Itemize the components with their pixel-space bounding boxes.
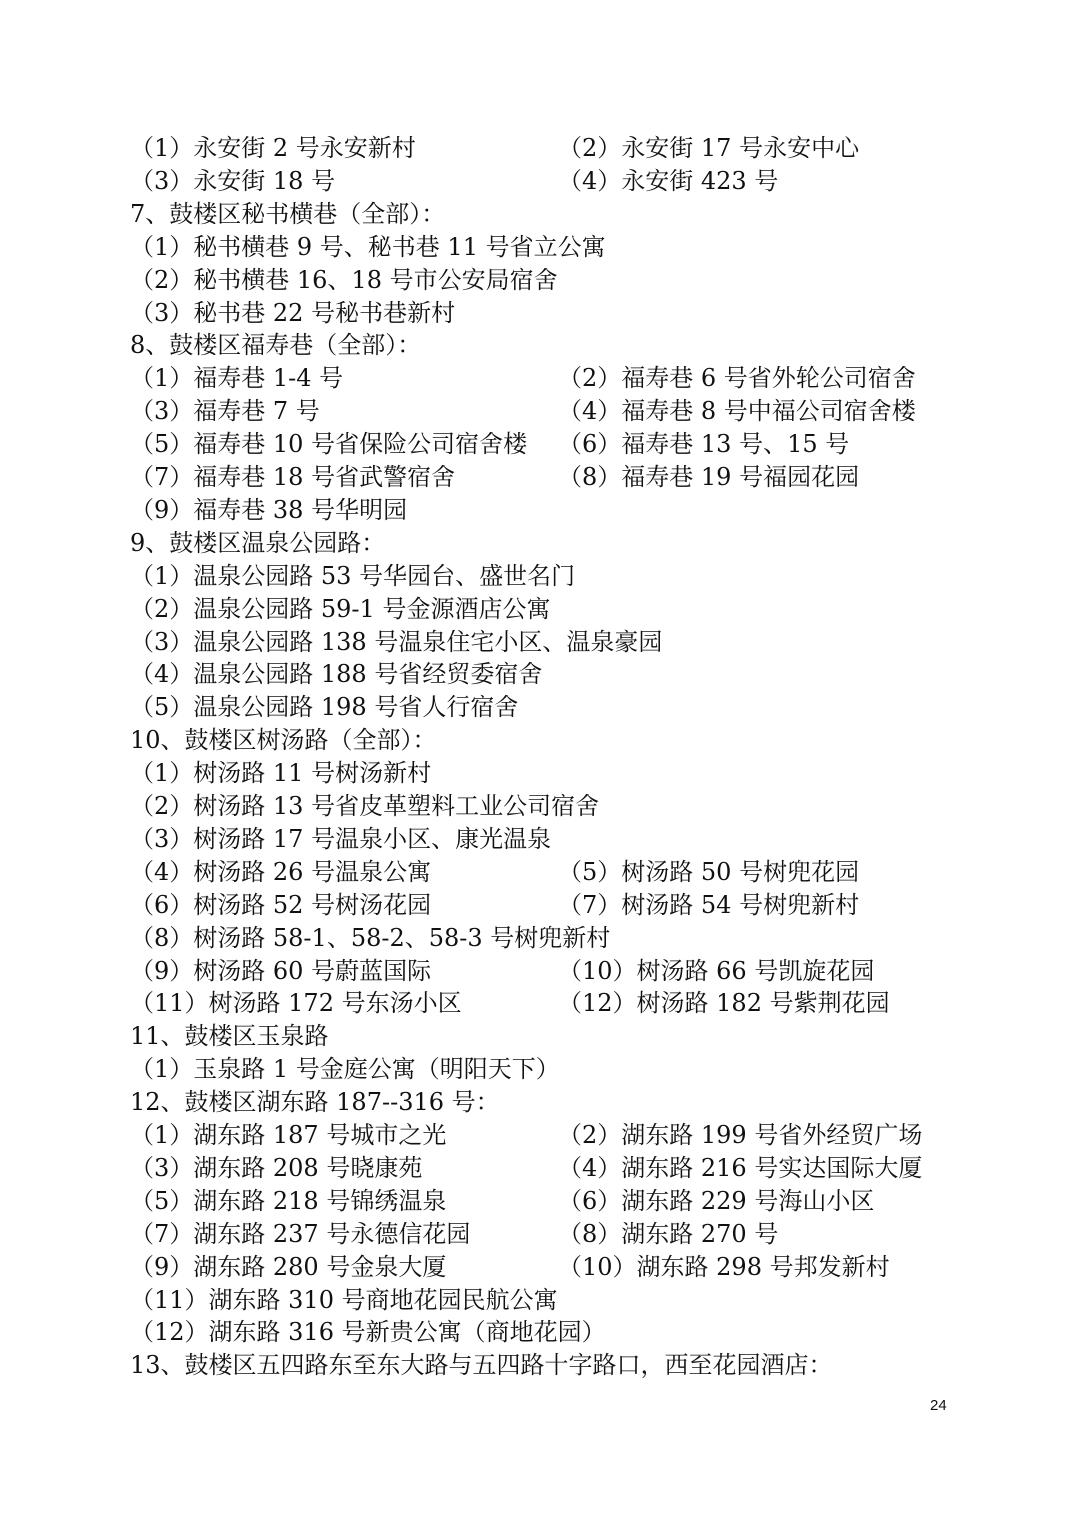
entry-right: （8）湖东路 270 号 [558, 1220, 779, 1248]
entry-left: （1）秘书横巷 9 号、秘书巷 11 号省立公寓 [130, 233, 606, 261]
entry-left: （12）湖东路 316 号新贵公寓（商地花园） [130, 1318, 606, 1346]
entry-left: （9）湖东路 280 号金泉大厦 [130, 1253, 447, 1281]
entry-left: 11、鼓楼区玉泉路 [130, 1022, 329, 1050]
entry-left: （1）湖东路 187 号城市之光 [130, 1121, 447, 1149]
entry-right: （6）福寿巷 13 号、15 号 [558, 430, 850, 458]
entry-right: （10）树汤路 66 号凯旋花园 [558, 957, 875, 985]
entry-left: （8）树汤路 58-1、58-2、58-3 号树兜新村 [130, 924, 611, 952]
entry-left: 12、鼓楼区湖东路 187--316 号： [130, 1088, 500, 1116]
entry-left: （1）永安街 2 号永安新村 [130, 134, 416, 162]
entry-left: （3）秘书巷 22 号秘书巷新村 [130, 299, 456, 327]
entry-right: （2）永安街 17 号永安中心 [558, 134, 860, 162]
entry-left: （1）福寿巷 1-4 号 [130, 364, 344, 392]
entry-right: （10）湖东路 298 号邦发新村 [558, 1253, 890, 1281]
entry-left: （5）湖东路 218 号锦绣温泉 [130, 1187, 447, 1215]
entry-left: （3）树汤路 17 号温泉小区、康光温泉 [130, 825, 552, 853]
entry-left: 8、鼓楼区福寿巷（全部）： [130, 331, 422, 359]
entry-right: （8）福寿巷 19 号福园花园 [558, 463, 860, 491]
entry-left: （7）湖东路 237 号永德信花园 [130, 1220, 471, 1248]
entry-left: （6）树汤路 52 号树汤花园 [130, 891, 432, 919]
entry-left: （2）温泉公园路 59-1 号金源酒店公寓 [130, 595, 551, 623]
entry-left: （3）湖东路 208 号晓康苑 [130, 1154, 423, 1182]
entry-right: （2）湖东路 199 号省外经贸广场 [558, 1121, 923, 1149]
entry-left: （11）树汤路 172 号东汤小区 [130, 989, 462, 1017]
entry-left: 13、鼓楼区五四路东至东大路与五四路十字路口，西至花园酒店： [130, 1351, 833, 1379]
entry-left: （5）福寿巷 10 号省保险公司宿舍楼 [130, 430, 528, 458]
entry-left: （1）温泉公园路 53 号华园台、盛世名门 [130, 562, 576, 590]
entry-right: （2）福寿巷 6 号省外轮公司宿舍 [558, 364, 916, 392]
entry-left: （4）树汤路 26 号温泉公寓 [130, 858, 432, 886]
entry-right: （4）湖东路 216 号实达国际大厦 [558, 1154, 923, 1182]
entry-left: （9）福寿巷 38 号华明园 [130, 496, 408, 524]
entry-left: （1）玉泉路 1 号金庭公寓（明阳天下） [130, 1055, 560, 1083]
entry-right: （6）湖东路 229 号海山小区 [558, 1187, 875, 1215]
entry-left: 10、鼓楼区树汤路（全部）： [130, 726, 437, 754]
entry-right: （4）福寿巷 8 号中福公司宿舍楼 [558, 397, 916, 425]
entry-left: （2）秘书横巷 16、18 号市公安局宿舍 [130, 266, 558, 294]
entry-left: （9）树汤路 60 号蔚蓝国际 [130, 957, 432, 985]
entry-left: 7、鼓楼区秘书横巷（全部）： [130, 200, 446, 228]
entry-right: （5）树汤路 50 号树兜花园 [558, 858, 860, 886]
entry-left: （7）福寿巷 18 号省武警宿舍 [130, 463, 456, 491]
entry-left: （3）福寿巷 7 号 [130, 397, 320, 425]
entry-left: （11）湖东路 310 号商地花园民航公寓 [130, 1286, 558, 1314]
entry-left: 9、鼓楼区温泉公园路： [130, 529, 386, 557]
page-number: 24 [930, 1397, 947, 1414]
entry-left: （1）树汤路 11 号树汤新村 [130, 759, 432, 787]
entry-left: （3）温泉公园路 138 号温泉住宅小区、温泉豪园 [130, 628, 663, 656]
entry-left: （4）温泉公园路 188 号省经贸委宿舍 [130, 660, 543, 688]
entry-left: （2）树汤路 13 号省皮革塑料工业公司宿舍 [130, 792, 600, 820]
entry-left: （5）温泉公园路 198 号省人行宿舍 [130, 693, 519, 721]
entry-right: （4）永安街 423 号 [558, 167, 779, 195]
entry-right: （7）树汤路 54 号树兜新村 [558, 891, 860, 919]
entry-left: （3）永安街 18 号 [130, 167, 336, 195]
entry-right: （12）树汤路 182 号紫荆花园 [558, 989, 890, 1017]
